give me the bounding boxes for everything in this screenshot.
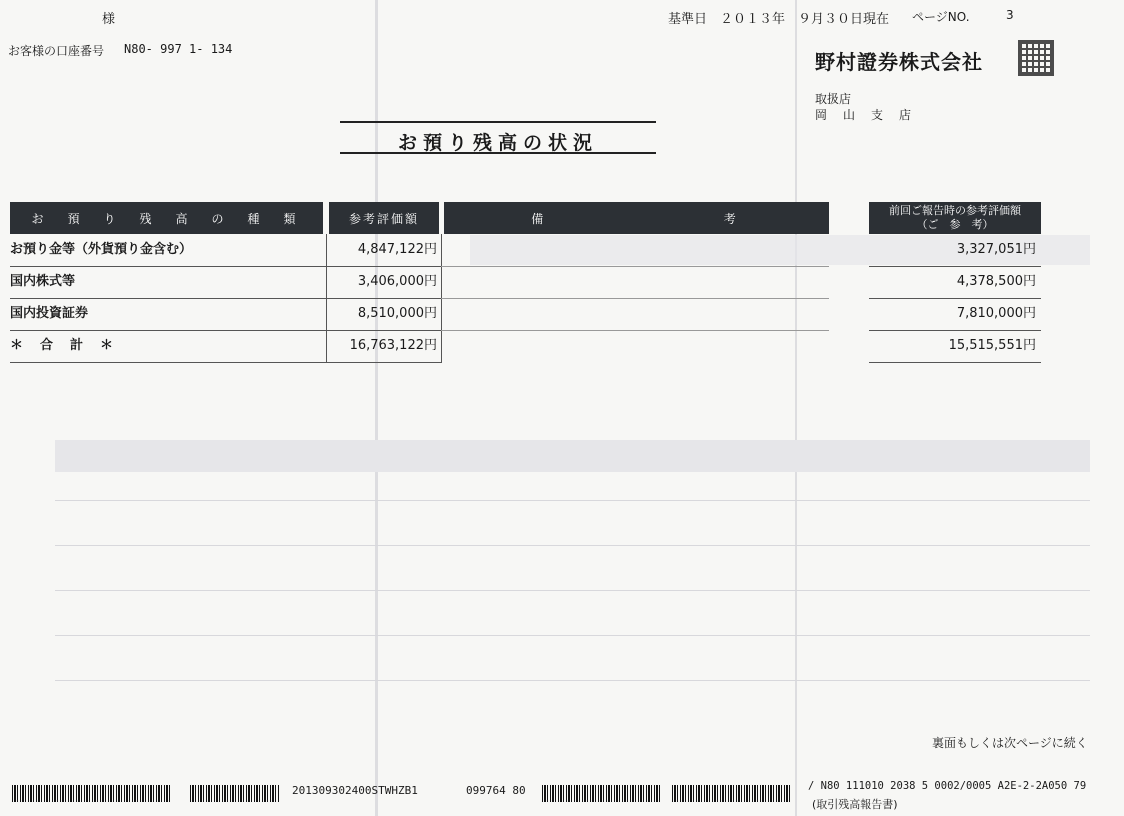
table-row-previous: 3,327,051円 bbox=[956, 242, 1036, 257]
row-separator bbox=[10, 298, 441, 299]
branch-label: 取扱店 bbox=[815, 92, 852, 106]
doc-code-3: / N80 111010 2038 5 0002/0005 A2E-2-2A050 79 bbox=[808, 780, 1087, 792]
account-label: お客様の口座番号 bbox=[8, 44, 105, 58]
page-fold bbox=[795, 0, 797, 816]
table-total-previous: 15,515,551円 bbox=[948, 338, 1036, 353]
barcode bbox=[190, 785, 280, 802]
row-separator bbox=[10, 330, 441, 331]
barcode bbox=[12, 785, 172, 802]
title-rule-top bbox=[340, 121, 656, 123]
row-separator bbox=[441, 330, 829, 331]
row-separator bbox=[869, 298, 1041, 299]
table-row-previous: 4,378,500円 bbox=[956, 274, 1036, 289]
bleed-through-line bbox=[55, 500, 1090, 501]
col-header-type: お 預 り 残 高 の 種 類 bbox=[10, 202, 323, 234]
table-total-label: ＊ 合 計 ＊ bbox=[10, 338, 116, 353]
table-row-amount: 8,510,000円 bbox=[357, 306, 437, 321]
bleed-through-band bbox=[55, 440, 1090, 472]
account-number: N80- 997 1- 134 bbox=[124, 42, 233, 56]
col-header-remarks-1: 備 bbox=[531, 211, 550, 226]
row-separator bbox=[441, 298, 829, 299]
title-rule-bottom bbox=[340, 152, 656, 154]
reference-date: 基準日 ２０１３年 ９月３０日現在 bbox=[668, 12, 890, 27]
barcode bbox=[542, 785, 660, 802]
row-separator bbox=[10, 266, 441, 267]
col-header-previous-2: （ご 参 考） bbox=[916, 218, 994, 231]
table-row-label: お預り金等（外貨預り金含む） bbox=[10, 242, 193, 257]
page-title: お預り残高の状況 bbox=[397, 132, 598, 154]
row-separator bbox=[869, 362, 1041, 363]
branch-name: 岡 山 支 店 bbox=[815, 108, 914, 122]
page-number: 3 bbox=[1006, 8, 1014, 22]
barcode bbox=[672, 785, 790, 802]
table-row-previous: 7,810,000円 bbox=[956, 306, 1036, 321]
table-row-label: 国内株式等 bbox=[10, 274, 76, 289]
company-name: 野村證券株式会社 bbox=[815, 50, 983, 74]
doc-code-2: 099764 80 bbox=[466, 784, 526, 797]
bleed-through-line bbox=[55, 680, 1090, 681]
col-header-valuation: 参考評価額 bbox=[329, 202, 439, 234]
col-header-remarks bbox=[444, 202, 829, 234]
row-separator bbox=[10, 362, 441, 363]
doc-code-1: 201309302400STWHZB1 bbox=[292, 784, 418, 797]
bleed-through-line bbox=[55, 545, 1090, 546]
col-header-previous-1: 前回ご報告時の参考評価額 bbox=[889, 204, 1021, 217]
row-separator bbox=[441, 266, 829, 267]
page-label: ページNO. bbox=[912, 10, 970, 24]
continued-note: 裏面もしくは次ページに続く bbox=[932, 736, 1088, 750]
table-row-label: 国内投資証券 bbox=[10, 306, 89, 321]
table-total-amount: 16,763,122円 bbox=[349, 338, 437, 353]
row-separator bbox=[869, 330, 1041, 331]
table-row-amount: 3,406,000円 bbox=[357, 274, 437, 289]
bleed-through-line bbox=[55, 590, 1090, 591]
row-separator bbox=[869, 266, 1041, 267]
col-header-remarks-2: 考 bbox=[723, 211, 742, 226]
company-seal-icon bbox=[1018, 40, 1054, 76]
bleed-through-line bbox=[55, 635, 1090, 636]
addressee-suffix: 様 bbox=[102, 12, 116, 27]
report-name: (取引残高報告書) bbox=[812, 798, 898, 811]
col-header-previous bbox=[869, 202, 1041, 234]
table-row-amount: 4,847,122円 bbox=[357, 242, 437, 257]
